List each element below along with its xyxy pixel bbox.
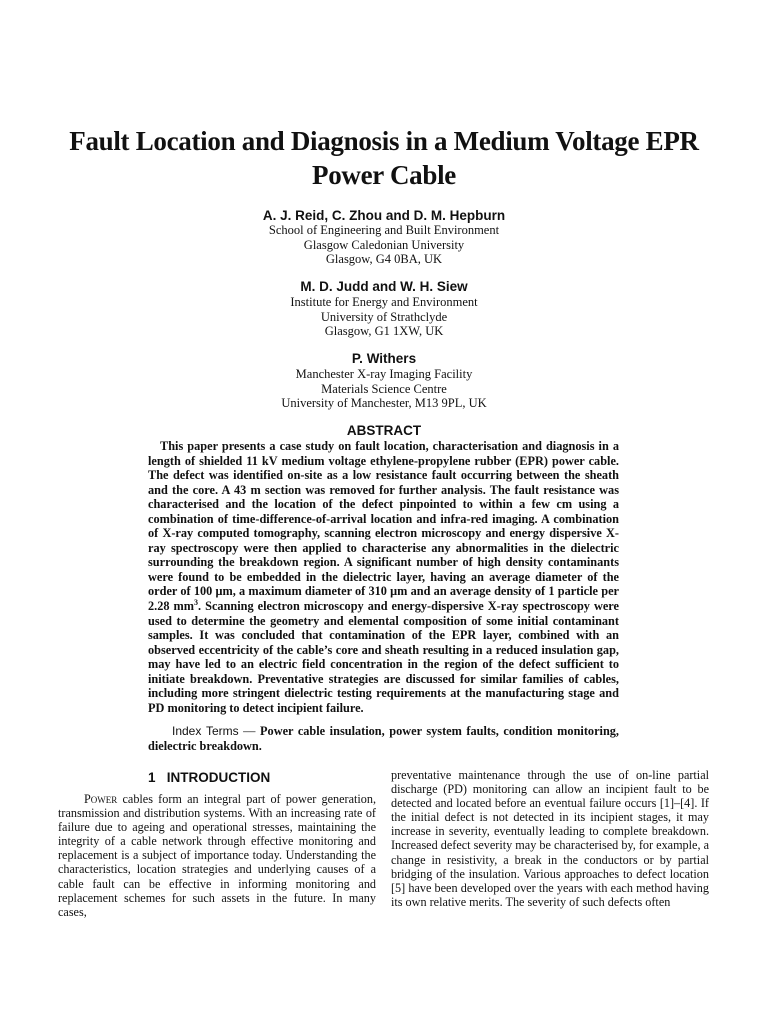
index-terms (148, 724, 619, 754)
abstract-text (148, 439, 619, 715)
abstract-body-cont: . Scanning electron microscopy and energy-dispersive X-ray spectroscopy were used to determine the geometry and elemental composition of some initial contaminant samples. It was concluded that contamination of the EPR layer, combined with an observed eccentricity of the cable’s core and sheath resulting in a reduced insulation gap, may have led to an electric field concentration in the region of the defect sufficient to initiate breakdown. Preventative strategies are discussed for similar families of cables, including more stringent dielectric testing requirements at the manufacturing stage and PD monitoring to detect incipient failure. (148, 599, 619, 715)
affiliation-line: Materials Science Centre (321, 381, 447, 396)
abstract-heading: ABSTRACT (346, 423, 422, 438)
affiliation-line: Manchester X-ray Imaging Facility (295, 367, 473, 381)
paper-title: Fault Location and Diagnosis in a Medium Voltage EPR Power Cable (69, 126, 699, 190)
index-terms-text: Power cable insulation, power system faults, condition monitoring, dielectric breakdown. (148, 724, 620, 753)
affiliation-3 (84, 367, 684, 411)
affiliation-line: Glasgow Caledonian University (303, 237, 465, 252)
affiliation-line: School of Engineering and Built Environment (268, 223, 500, 237)
affiliation-line: University of Manchester, M13 9PL, UK (281, 396, 487, 410)
author-names-1: A. J. Reid, C. Zhou and D. M. Hepburn (262, 208, 506, 223)
affiliation-line: University of Strathclyde (320, 309, 448, 324)
affiliation-line: Glasgow, G1 1XW, UK (324, 324, 444, 338)
affiliation-1 (84, 223, 684, 267)
affiliation-line: Glasgow, G4 0BA, UK (325, 252, 443, 266)
body-text-left: cables form an integral part of power generation, transmission and distribution systems. With an increasing rate of failure due to ageing and operational stresses, maintaining the integrity of a cable network through effective monitoring and replacement is a subject of importance today. Understanding the characteristics, location strategies and underlying causes of a cable fault can be effective in informing monitoring and replacement schemes for such assets in the future. In many cases, (58, 792, 376, 919)
superscript: 3 (194, 597, 199, 607)
author-names-3: P. Withers (351, 351, 417, 366)
body-column-right: preventative maintenance through the use of on-line partial discharge (PD) monitoring can allow an incipient fault to be detected and located before an eventual failure occurs [1]–[4]. If the initial defect is not detected in its incipient stages, it may increase in severity, eventually leading to complete breakdown. Increased defect severity may be characterised by, for example, a change in resistivity, a break in the conductors or by partial bridging of the insulation. Various approaches to defect location [5] have been developed over the years with each method having its own relative merits. The severity of such defects often (391, 768, 709, 909)
drop-word: Power (84, 792, 118, 806)
abstract-body: This paper presents a case study on fault location, characterisation and diagnosis in a length of shielded 11 kV medium voltage ethylene-propylene rubber (EPR) power cable. The defect was identified on-site as a low resistance fault occurring between the sheath and the core. A 43 m section was removed for further analysis. The fault resistance was characterised and the location of the defect pinpointed to within a few cm using a combination of time-difference-of-arrival location and infra-red imaging. A combination of X-ray computed tomography, scanning electron microscopy and energy dispersive X-ray spectroscopy were then applied to characterise any abnormalities in the dielectric surrounding the breakdown region. A significant number of high density contaminants were found to be embedded in the dielectric layer, having an average diameter of the order of 100 μm, a maximum diameter of 310 μm and an average density of 1 particle per 2.28 mm (148, 439, 619, 614)
section-heading: 1 INTRODUCTION (148, 770, 271, 785)
affiliation-line: Institute for Energy and Environment (290, 295, 478, 309)
index-terms-dash: — (238, 724, 261, 738)
author-names-2: M. D. Judd and W. H. Siew (300, 279, 468, 294)
body-column-left (58, 792, 376, 919)
index-terms-label: Index Terms (172, 724, 239, 738)
affiliation-2 (84, 295, 684, 339)
